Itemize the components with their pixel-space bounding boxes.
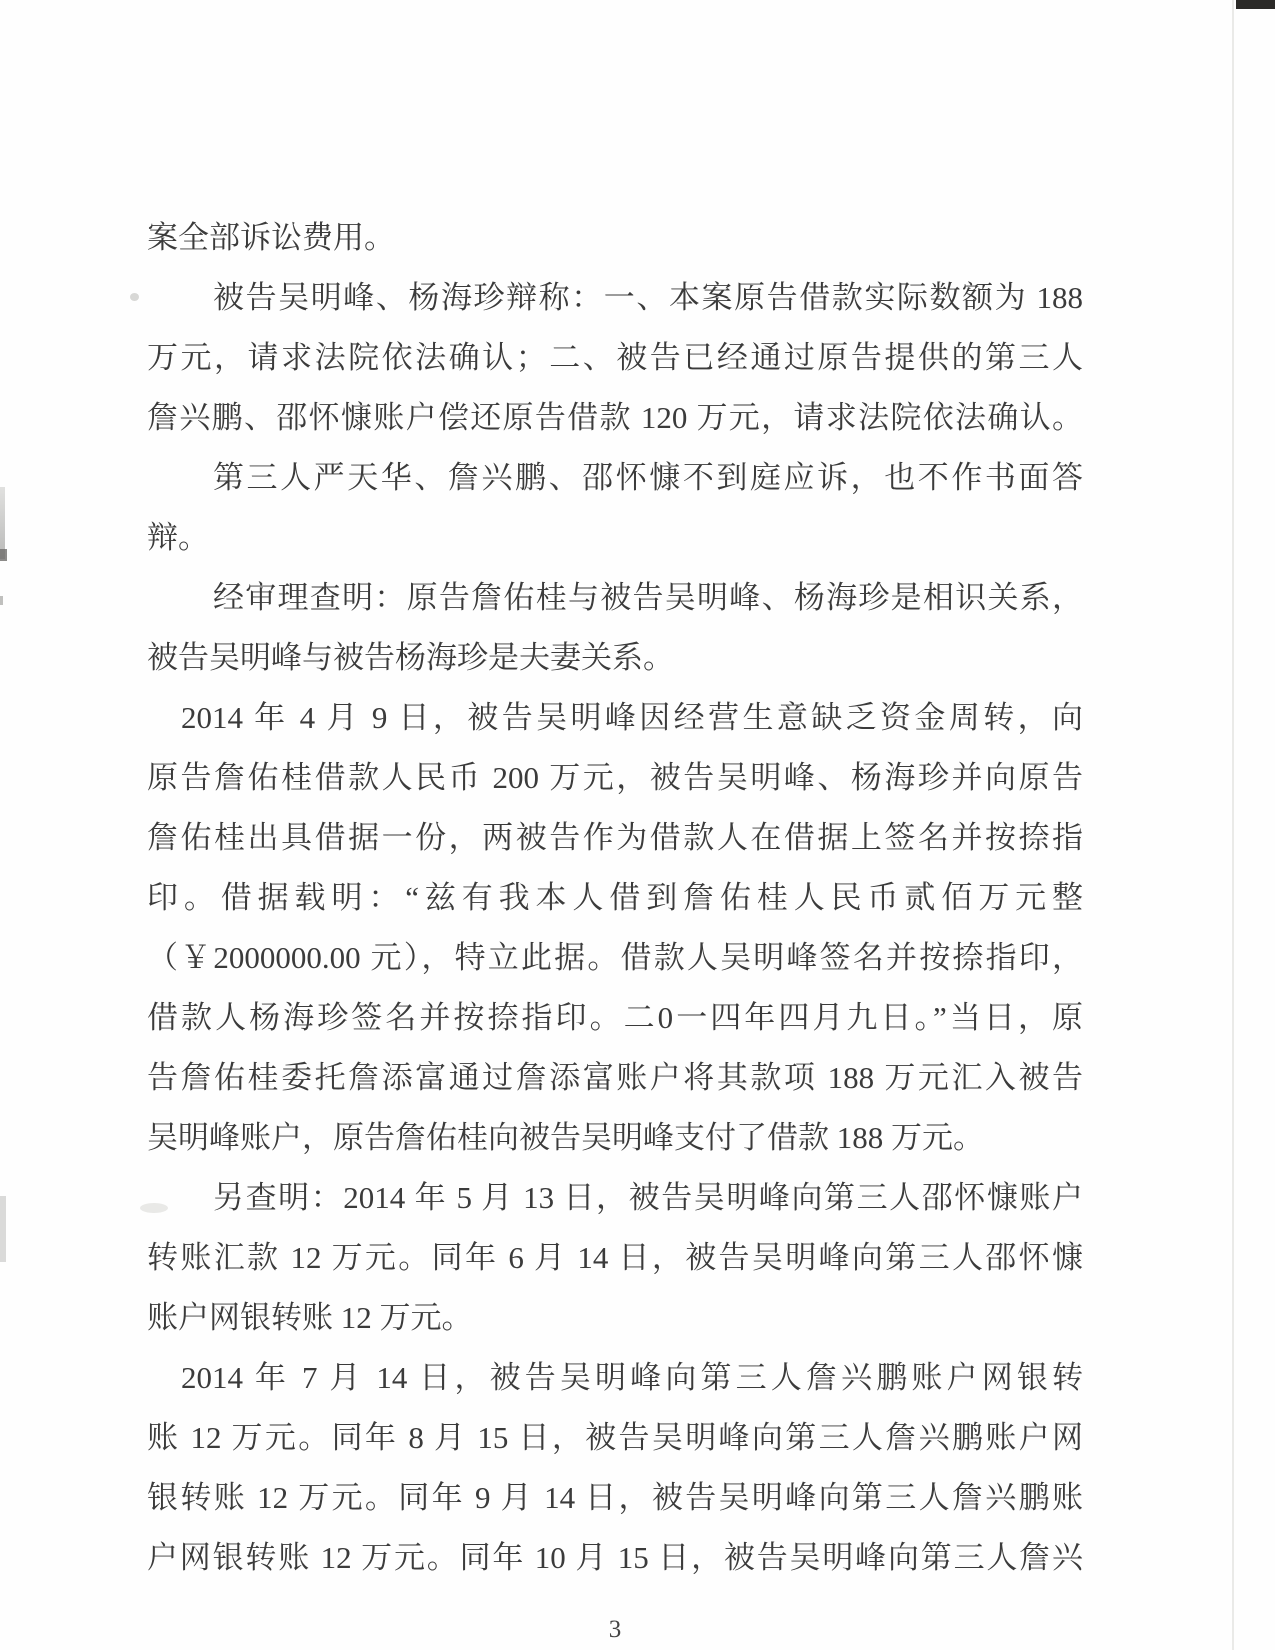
text-line: 告詹佑桂委托詹添富通过詹添富账户将其款项 188 万元汇入被告	[147, 1060, 1083, 1095]
text-line: 户网银转账 12 万元。同年 10 月 15 日，被告吴明峰向第三人詹兴	[147, 1540, 1083, 1575]
text-line: 被告吴明峰、杨海珍辩称：一、本案原告借款实际数额为 188	[213, 280, 1083, 315]
scan-left-smudge	[0, 1196, 6, 1262]
scan-left-smudge-dark	[0, 549, 7, 561]
text-line: 詹兴鹏、邵怀慷账户偿还原告借款 120 万元，请求法院依法确认。	[147, 400, 1083, 435]
text-line: 案全部诉讼费用。	[147, 220, 395, 255]
text-line: 借款人杨海珍签名并按捺指印。二0一四年四月九日。”当日，原	[147, 1000, 1083, 1035]
scan-noise-dot	[140, 1203, 168, 1213]
judgment-text-body	[147, 208, 1083, 1588]
text-line: （￥2000000.00 元），特立此据。借款人吴明峰签名并按捺指印，	[147, 940, 1083, 975]
text-line: 银转账 12 万元。同年 9 月 14 日，被告吴明峰向第三人詹兴鹏账	[147, 1480, 1083, 1515]
text-line: 印。借据载明：“兹有我本人借到詹佑桂人民币贰佰万元整	[147, 880, 1083, 915]
text-line: 詹佑桂出具借据一份，两被告作为借款人在借据上签名并按捺指	[147, 820, 1083, 855]
text-line: 2014 年 7 月 14 日，被告吴明峰向第三人詹兴鹏账户网银转	[181, 1360, 1083, 1395]
text-line: 万元，请求法院依法确认；二、被告已经通过原告提供的第三人	[147, 340, 1083, 375]
text-line: 经审理查明：原告詹佑桂与被告吴明峰、杨海珍是相识关系，	[213, 580, 1083, 615]
page-number: 3	[608, 1616, 622, 1643]
scan-edge-line	[1232, 0, 1234, 1650]
text-line: 转账汇款 12 万元。同年 6 月 14 日，被告吴明峰向第三人邵怀慷	[147, 1240, 1083, 1275]
text-line: 账户网银转账 12 万元。	[147, 1300, 473, 1335]
scan-noise-dot	[130, 293, 139, 301]
text-line: 2014 年 4 月 9 日，被告吴明峰因经营生意缺乏资金周转，向	[181, 700, 1083, 735]
text-line: 另查明：2014 年 5 月 13 日，被告吴明峰向第三人邵怀慷账户	[213, 1180, 1083, 1215]
text-line: 辩。	[147, 520, 209, 555]
text-line: 账 12 万元。同年 8 月 15 日，被告吴明峰向第三人詹兴鹏账户网	[147, 1420, 1083, 1455]
text-line: 原告詹佑桂借款人民币 200 万元，被告吴明峰、杨海珍并向原告	[147, 760, 1083, 795]
scan-left-dot	[0, 596, 3, 605]
scan-corner-mark	[1236, 0, 1275, 9]
text-line: 被告吴明峰与被告杨海珍是夫妻关系。	[147, 640, 674, 675]
text-line: 吴明峰账户，原告詹佑桂向被告吴明峰支付了借款 188 万元。	[147, 1120, 984, 1155]
text-line: 第三人严天华、詹兴鹏、邵怀慷不到庭应诉，也不作书面答	[213, 460, 1083, 495]
